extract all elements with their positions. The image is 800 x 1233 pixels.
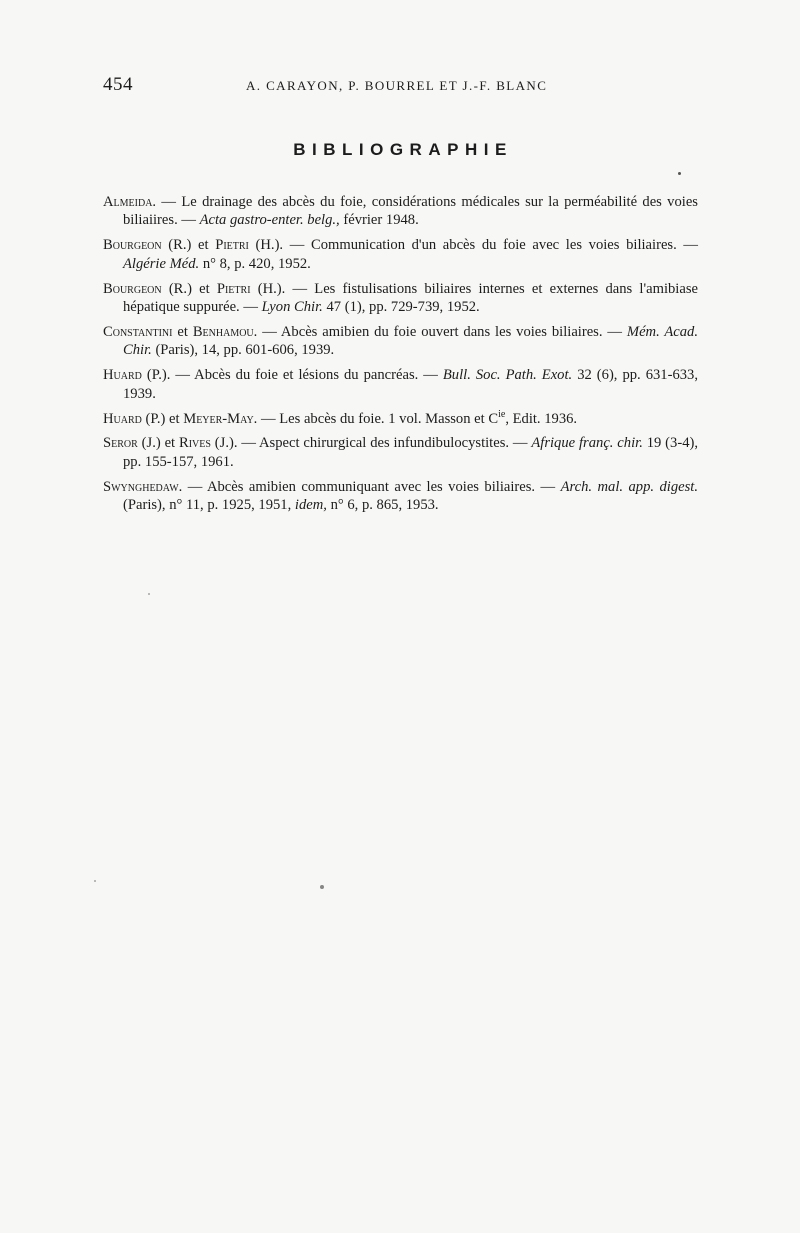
reference-text: — Abcès amibien communiquant avec les voies biliaires. — bbox=[182, 478, 561, 495]
section-title: BIBLIOGRAPHIE bbox=[293, 140, 513, 159]
scan-speck bbox=[94, 880, 96, 882]
reference-author-connector: et bbox=[172, 323, 193, 340]
reference-journal: Algérie Méd. bbox=[123, 255, 200, 272]
reference-details-a: (Paris), n° 11, p. 1925, 1951, bbox=[123, 497, 295, 514]
running-head bbox=[103, 74, 698, 98]
reference-coauthor: Meyer-May. bbox=[183, 410, 258, 427]
reference-details: n° 6, p. 865, 1953. bbox=[326, 497, 439, 514]
reference-details: février 1948. bbox=[339, 212, 419, 229]
scan-speck bbox=[320, 885, 324, 889]
reference-author: Constantini bbox=[103, 323, 173, 340]
reference-details: , Edit. 1936. bbox=[505, 410, 578, 427]
reference-text: (J.). — Aspect chirurgical des infundibulocystites. — bbox=[210, 435, 532, 452]
reference-author: Bourgeon bbox=[103, 237, 162, 254]
reference-details: n° 8, p. 420, 1952. bbox=[199, 255, 311, 272]
reference-author: Bourgeon bbox=[103, 280, 162, 297]
reference-superscript: ie bbox=[498, 408, 506, 420]
reference-item bbox=[103, 280, 698, 317]
page-number: 454 bbox=[103, 74, 133, 95]
scan-speck bbox=[678, 172, 681, 175]
reference-journal: Mém. Acad. Chir. bbox=[123, 323, 698, 359]
reference-item bbox=[103, 410, 698, 428]
reference-author: Seror bbox=[103, 435, 138, 452]
reference-author: Almeida. bbox=[103, 194, 157, 210]
reference-author-connector: (R.) et bbox=[161, 237, 216, 254]
reference-text: (H.). — Les fistulisations biliaires internes et externes dans l'amibiase hépatique suppurée. — bbox=[123, 280, 698, 316]
reference-list bbox=[103, 193, 698, 521]
reference-journal: Lyon Chir. bbox=[261, 299, 323, 316]
reference-author: Huard bbox=[103, 410, 142, 427]
reference-coauthor: Pietri bbox=[215, 237, 249, 254]
reference-details: 32 (6), pp. 631-633, 1939. bbox=[123, 367, 698, 402]
scan-speck bbox=[148, 593, 150, 595]
reference-text: (P.). — Abcès du foie et lésions du pancréas. — bbox=[141, 367, 443, 384]
reference-text: — Abcès amibien du foie ouvert dans les voies biliaires. — bbox=[257, 323, 627, 340]
reference-idem: idem, bbox=[294, 497, 327, 514]
reference-coauthor: Rives bbox=[178, 435, 211, 452]
reference-details: 19 (3-4), pp. 155-157, 1961. bbox=[123, 435, 698, 470]
reference-author-connector: (P.) et bbox=[141, 410, 184, 427]
reference-item bbox=[103, 236, 698, 273]
reference-details: 47 (1), pp. 729-739, 1952. bbox=[322, 299, 480, 316]
reference-text: — Le drainage des abcès du foie, considérations médicales sur la perméabilité des voies biliaiires. — bbox=[123, 194, 698, 229]
reference-journal: Bull. Soc. Path. Exot. bbox=[442, 367, 573, 384]
reference-author-connector: (R.) et bbox=[161, 280, 217, 297]
reference-item bbox=[103, 323, 698, 360]
reference-item bbox=[103, 434, 698, 471]
reference-item bbox=[103, 478, 698, 515]
reference-coauthor: Benhamou. bbox=[192, 323, 258, 340]
reference-coauthor: Pietri bbox=[216, 280, 251, 297]
running-head-authors: A. CARAYON, P. BOURREL ET J.-F. BLANC bbox=[246, 78, 548, 93]
reference-author: Huard bbox=[103, 367, 142, 384]
reference-text: — Les abcès du foie. 1 vol. Masson et C bbox=[257, 410, 499, 427]
reference-author: Swynghedaw. bbox=[103, 478, 183, 495]
reference-author-connector: (J.) et bbox=[137, 435, 179, 452]
reference-details: (Paris), 14, pp. 601-606, 1939. bbox=[151, 342, 335, 359]
reference-journal: Arch. mal. app. digest. bbox=[560, 478, 698, 495]
reference-item bbox=[103, 366, 698, 403]
reference-item bbox=[103, 193, 698, 230]
reference-text: (H.). — Communication d'un abcès du foie avec les voies biliaires. — bbox=[248, 237, 698, 254]
reference-journal: Acta gastro-enter. belg., bbox=[199, 212, 340, 229]
reference-journal: Afrique franç. chir. bbox=[531, 435, 643, 452]
